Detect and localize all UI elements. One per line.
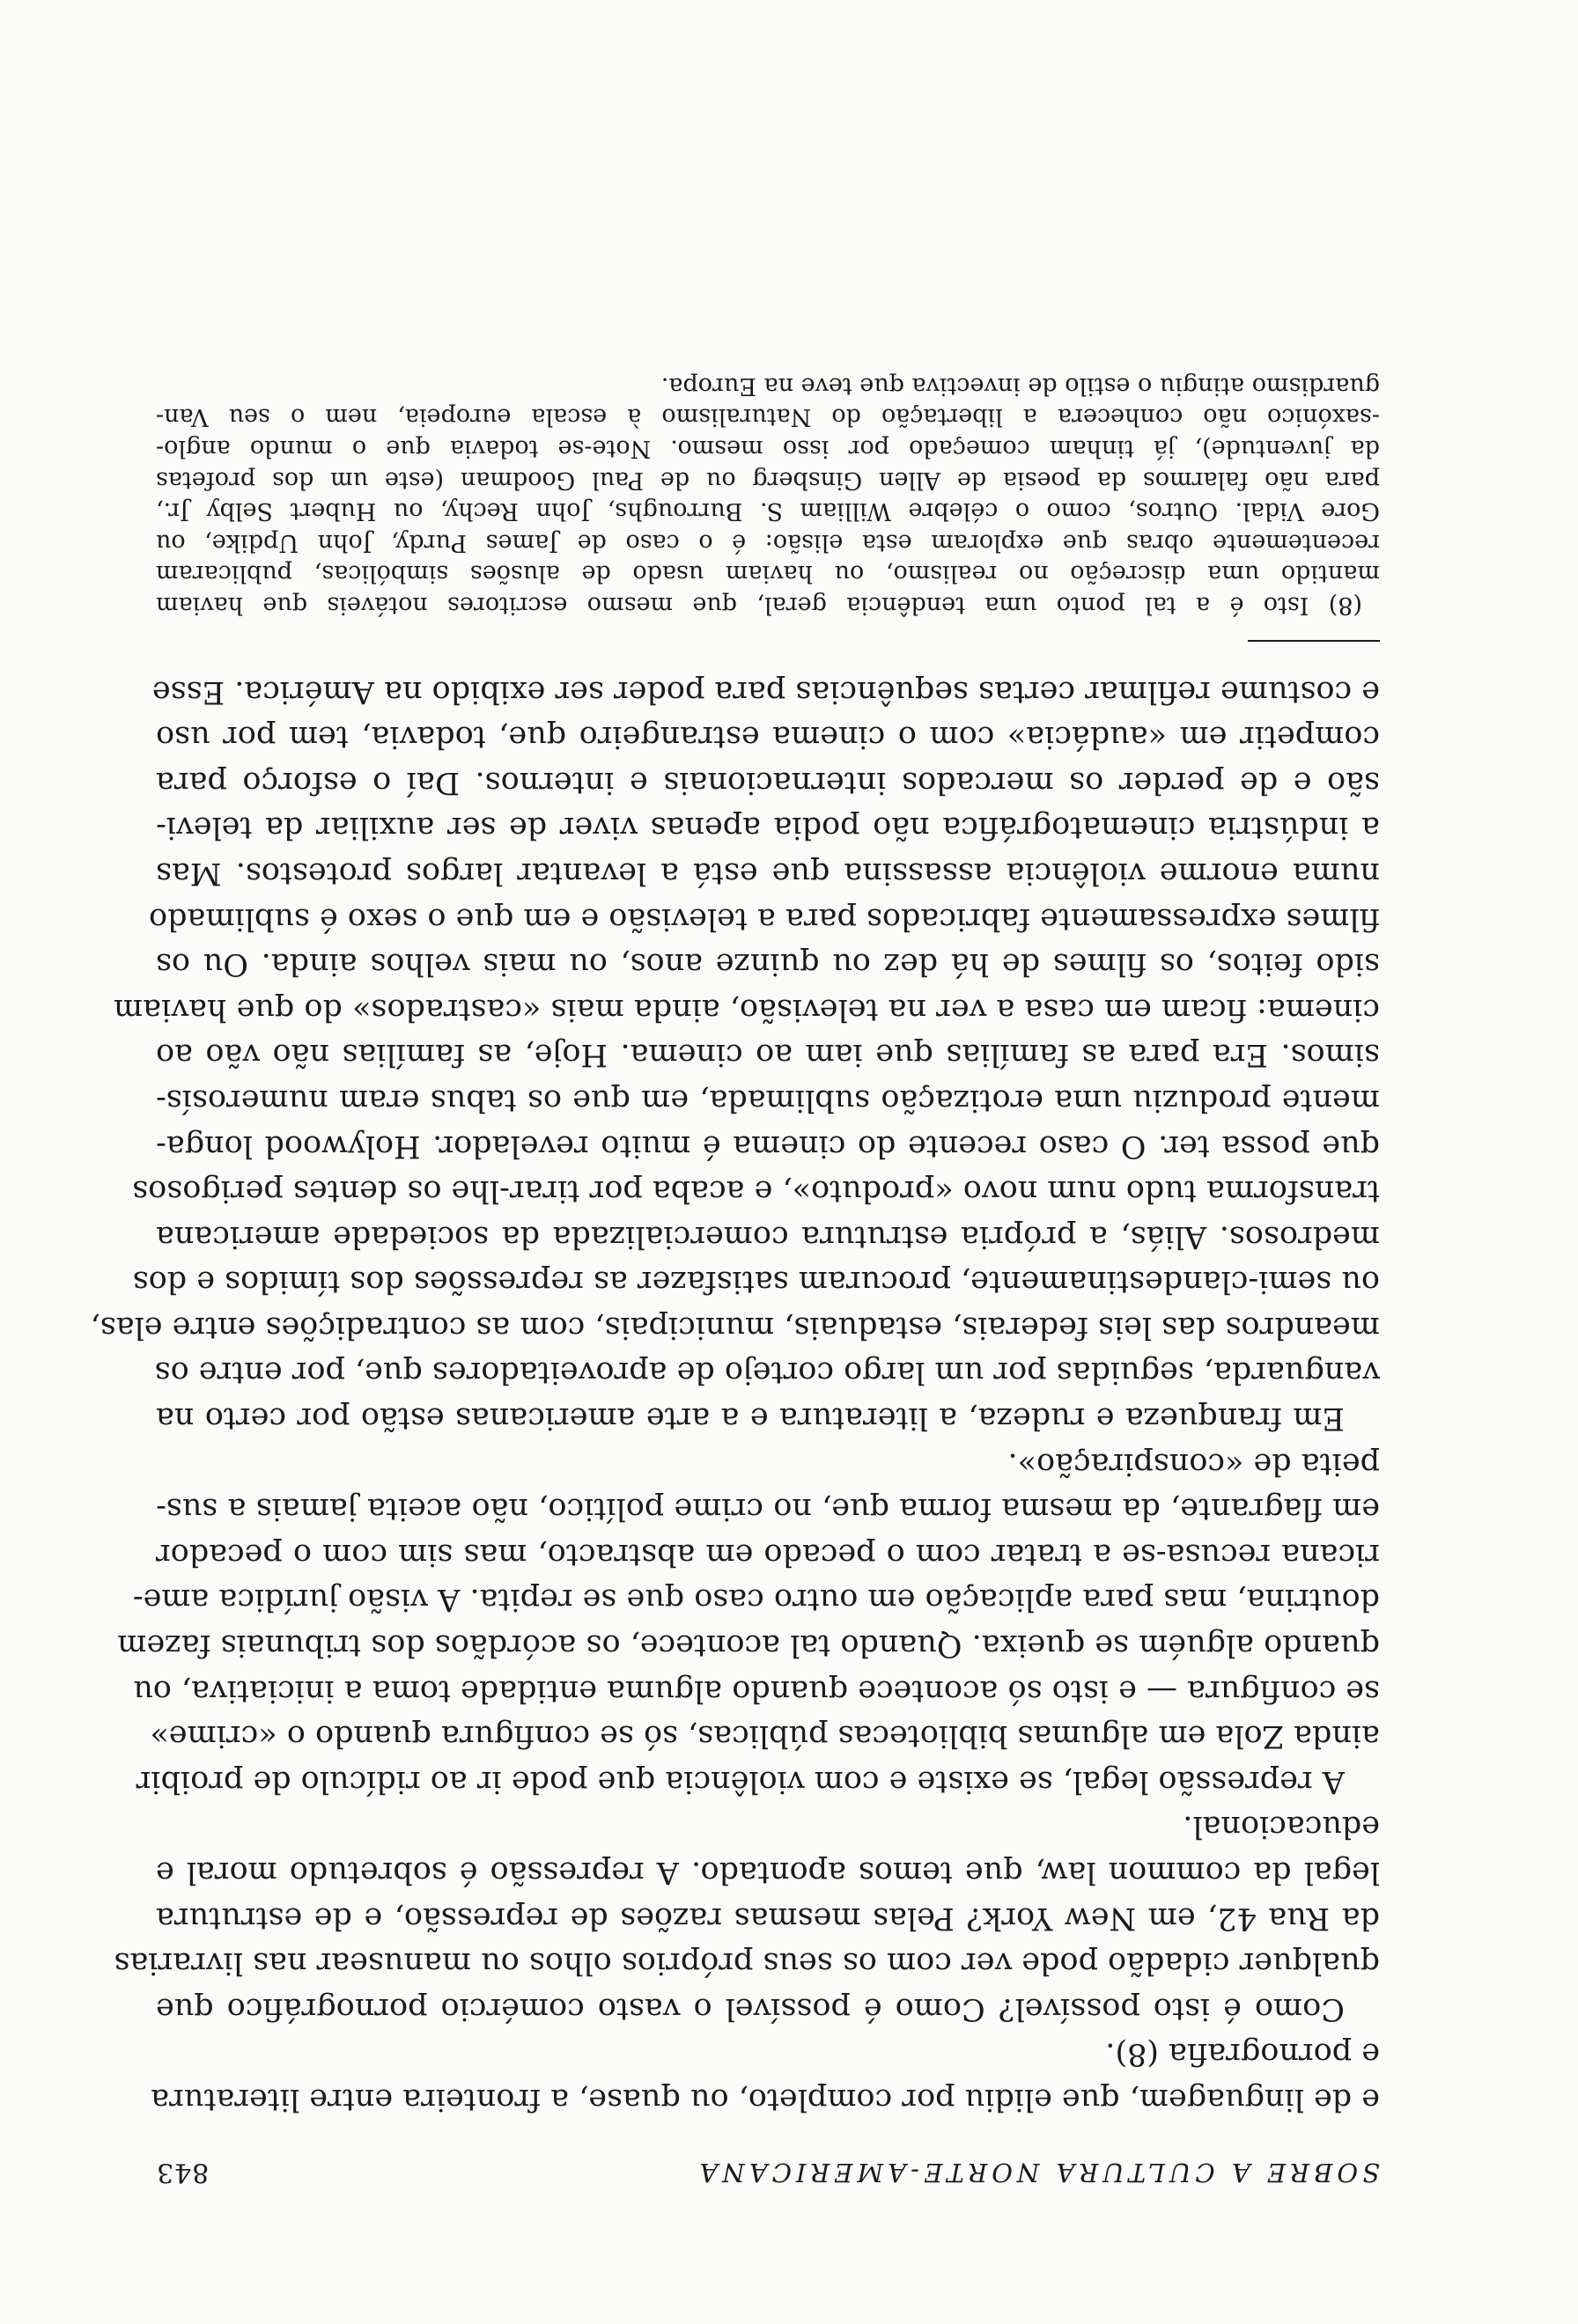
- body-text: [90, 668, 1380, 2122]
- text-line: ou semi-clandestinamente, procuram satisfazer as repressões dos tímidos e dos: [132, 1264, 1380, 1300]
- footnote-rule: [1248, 640, 1380, 642]
- page-sheet: [90, 136, 1380, 2188]
- text-line: legal da common law, que temos apontado. A repressão é sobretudo moral e: [156, 1855, 1380, 1891]
- text-line: se configura — e isto só acontece quando alguma entidade toma a iniciativa, ou: [133, 1673, 1380, 1709]
- text-line: educacional.: [1183, 1809, 1380, 1845]
- text-line: qualquer cidadão pode ver com os seus próprios olhos ou manusear nas livrarias: [114, 1945, 1380, 1982]
- text-line: ainda Zola em algumas bibliotecas públicas, só se configura quando o «crime»: [150, 1718, 1380, 1754]
- text-line: numa enorme violência assassina que está a levantar largos protestos. Mas: [156, 855, 1380, 891]
- footnote-line: para não falarmos da poesia de Allen Ginsberg ou de Paul Goodman (este um dos profetas: [156, 466, 1380, 494]
- footnote-line: mantido uma discreção no realismo, ou haviam usado de alusões simbólicas, publicaram: [156, 560, 1380, 588]
- text-line: meandros das leis federais, estaduais, municipais, com as contradições entre elas,: [90, 1309, 1380, 1345]
- text-line: que possa ter. O caso recente do cinema é muito revelador. Holywood longa-: [156, 1128, 1380, 1164]
- text-line: Como é isto possível? Como é possível o vasto comércio pornográfico que: [156, 1990, 1345, 2026]
- text-line: vanguarda, seguidas por um largo cortejo de aproveitadores que, por entre os: [154, 1355, 1380, 1391]
- text-line: cinema: ficam em casa a ver na televisão, ainda mais «castrados» do que haviam: [114, 991, 1380, 1027]
- text-line: competir em «audácia» com o cinema estrangeiro que, todavia, tem por uso: [156, 719, 1380, 755]
- footnote-line: da juventude), já tinham começado por isso mesmo. Note-se todavia que o mundo anglo-: [156, 435, 1380, 463]
- text-line: medrosos. Aliás, a própria estrutura comercializada da sociedade americana: [156, 1218, 1380, 1254]
- footnote-line: (8) Isto é a tal ponto uma tendência geral, que mesmo escritores notáveis que haviam: [156, 592, 1362, 619]
- text-line: doutrina, mas para aplicação em outro caso que se repita. A visão jurídica ame-: [132, 1582, 1380, 1618]
- text-line: e costume refilmar certas sequências para poder ser exibido na América. Esse: [151, 673, 1380, 710]
- footnote-line: guardismo atingiu o estilo de invectiva que teve na Europa.: [660, 371, 1380, 400]
- text-line: e pornografia (8).: [1105, 2036, 1380, 2072]
- running-title: SOBRE A CULTURA NORTE-AMERICANA: [695, 2158, 1380, 2188]
- text-line: A repressão legal, se existe e com violência que pode ir ao ridículo de proibir: [136, 1763, 1345, 1799]
- text-line: simos. Era para as famílias que iam ao cinema. Hoje, as famílias não vão ao: [156, 1037, 1380, 1073]
- text-line: a indústria cinematográfica não podia apenas viver de ser auxiliar da televi-: [156, 810, 1380, 846]
- text-line: ricana recusa-se a tratar com o pecado em abstracto, mas sim com o pecador: [156, 1536, 1380, 1572]
- text-line: da Rua 42, em New York? Pelas mesmas razões de repressão, e de estrutura: [156, 1900, 1380, 1936]
- text-line: mente produziu uma erotização sublimada, em que os tabus eram numerosís-: [156, 1082, 1380, 1118]
- text-line: filmes expressamente fabricados para a televisão e em que o sexo é sublimado: [149, 901, 1380, 937]
- text-line: Em franqueza e rudeza, a literatura e a arte americanas estão por certo na: [156, 1401, 1345, 1437]
- text-line: em flagrante, da mesma forma que, no crime político, não aceita jamais a sus-: [156, 1491, 1380, 1527]
- running-header: [156, 2157, 1380, 2188]
- footnote: [156, 370, 1380, 621]
- text-line: quando alguém se queixa. Quando tal acontece, os acórdãos dos tribunais fazem: [117, 1628, 1380, 1664]
- footnote-line: recentemente obras que exploram esta elisão: é o caso de James Purdy, John Updike, ou: [156, 528, 1380, 556]
- page-number: 843: [156, 2157, 210, 2188]
- footnote-line: -saxónico não conhecera a libertação do Naturalismo à escala europeia, nem o seu Van-: [156, 403, 1380, 431]
- text-line: e de linguagem, que elidiu por completo, ou quase, a fronteira entre literatura: [151, 2082, 1380, 2117]
- text-line: são e de perder os mercados internacionais e internos. Daí o esforço para: [156, 764, 1380, 800]
- text-line: peita de «conspiração».: [1007, 1445, 1380, 1482]
- text-line: transforma tudo num novo «produto», e acaba por tirar-lhe os dentes perigosos: [132, 1173, 1380, 1210]
- text-line: sido feitos, os filmes de há dez ou quinze anos, ou mais velhos ainda. Ou os: [156, 946, 1380, 982]
- footnote-line: Gore Vidal. Outros, como o célebre William S. Burroughs, John Rechy, ou Hubert Selby Jr.,: [156, 497, 1380, 526]
